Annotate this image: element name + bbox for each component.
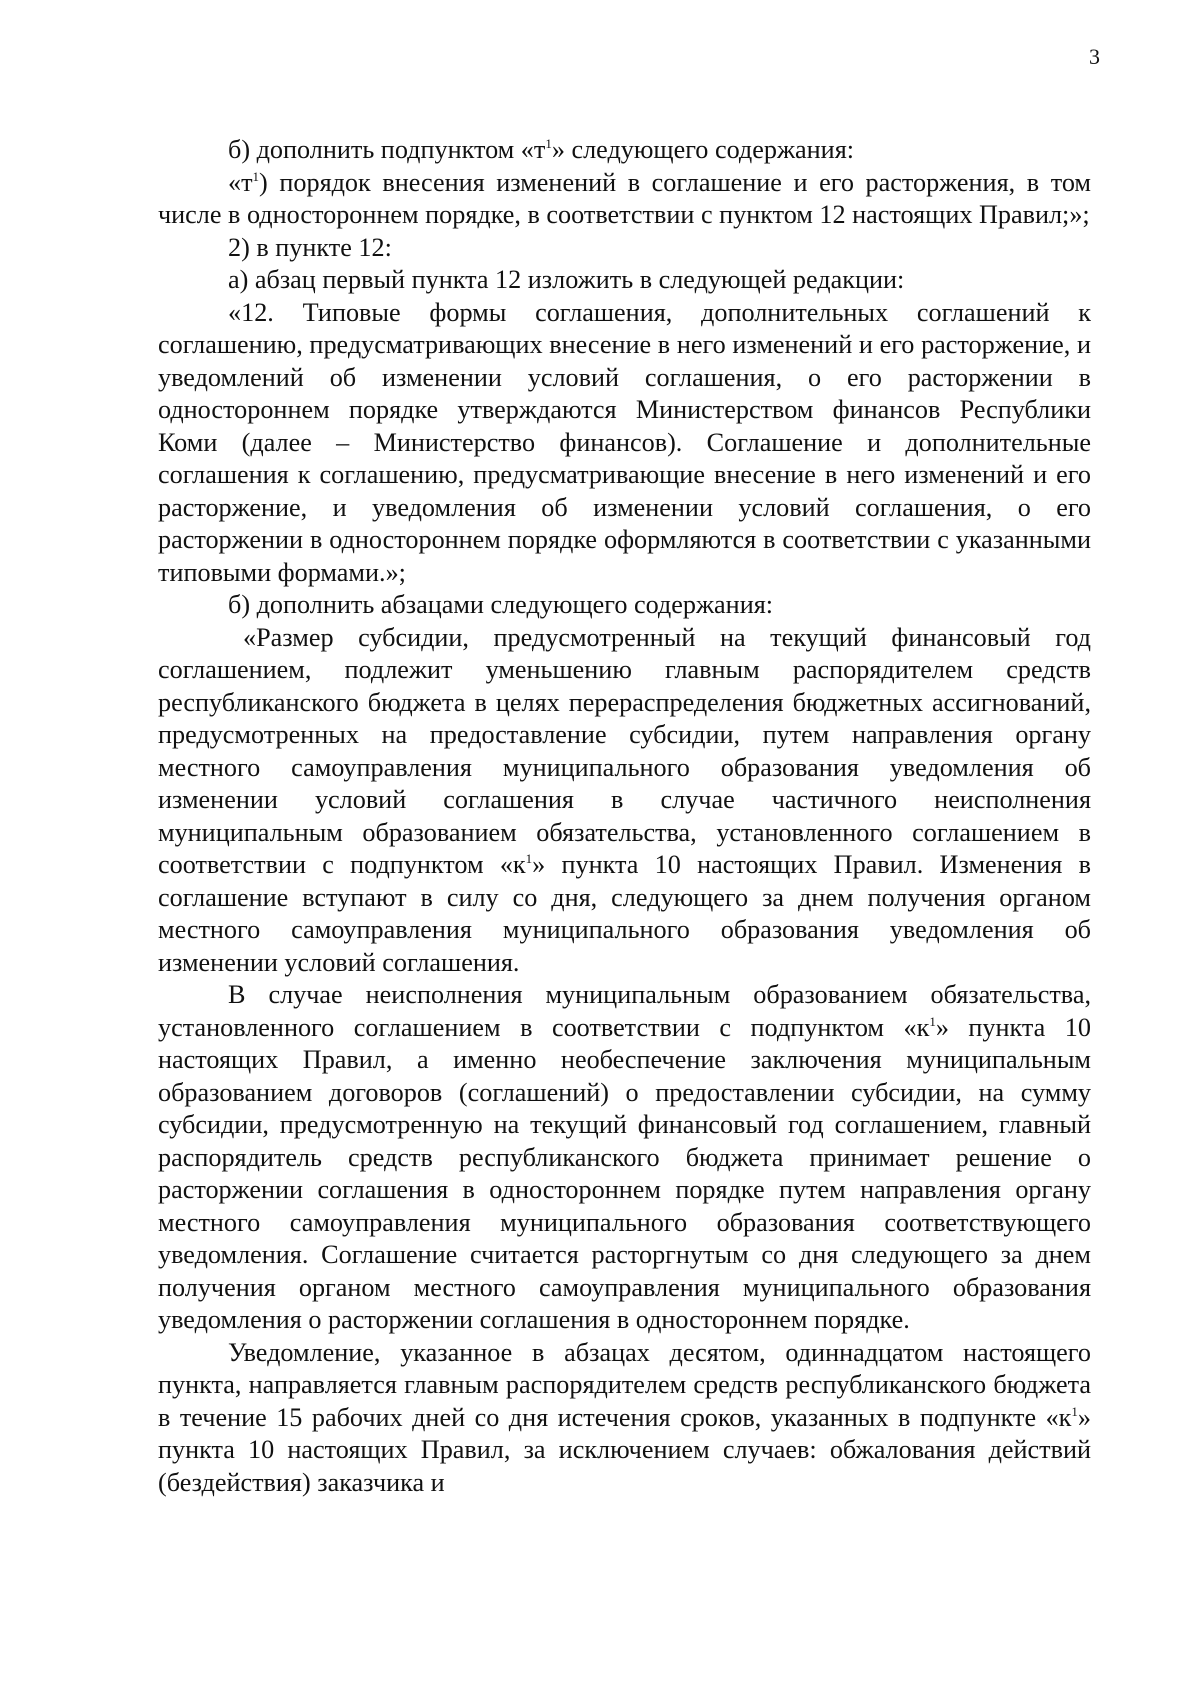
paragraph-subsidy-size: «Размер субсидии, предусмотренный на текущий финансовый год соглашением, подлежит уменьшению главным распорядителем средств республиканского бюджета в целях перераспределения бюджетных ассигнований, предусмотренных на предоставление субсидии, путем направления органу местного самоуправления муниципального образования уведомления об изменении условий соглашения в случае частичного неисполнения муниципальным образованием обязательства, установленного соглашением в соответствии с подпунктом «$к^1$» пункта 10 настоящих Правил. Изменения в соглашение вступают в силу со дня, следующего за днем получения органом местного самоуправления муниципального образования уведомления об изменении условий соглашения.: [158, 622, 1091, 977]
paragraph-subpoint-t1-text: «$т^1$) порядок внесения изменений в соглашение и его расторжения, в том числе в одностороннем порядке, в соответствии с пунктом 12 настоящих Правил;»;: [158, 167, 1091, 229]
paragraph-typical-forms: «12. Типовые формы соглашения, дополнительных соглашений к соглашению, предусматривающих внесение в него изменений и его расторжение, и уведомлений об изменении условий соглашения, о его расторжении в одностороннем порядке утверждаются Министерством финансов Республики Коми (далее – Министерство финансов). Соглашение и дополнительные соглашения к соглашению, предусматривающие внесение в него изменений и его расторжение, и уведомления об изменении условий соглашения, о его расторжении в одностороннем порядке оформляются в соответствии с указанными типовыми формами.»;: [158, 297, 1091, 587]
paragraph-add-subpoint-t1: б) дополнить подпунктом «$т^1$» следующего содержания:: [228, 135, 855, 164]
paragraph-point-12: 2) в пункте 12:: [228, 232, 392, 262]
paragraph-notification: Уведомление, указанное в абзацах десятом, одиннадцатом настоящего пункта, направляется главным распорядителем средств республиканского бюджета в течение 15 рабочих дней со дня истечения сроков, указанных в подпункте «$к^1$» пункта 10 настоящих Правил, за исключением случаев: обжалования действий (бездействия) заказчика и: [158, 1337, 1091, 1497]
document-body: [158, 134, 1091, 1499]
paragraph-add-abzacs: б) дополнить абзацами следующего содержания:: [228, 590, 774, 619]
page-number: 3: [1089, 44, 1100, 69]
paragraph-non-fulfillment: В случае неисполнения муниципальным образованием обязательства, установленного соглашением в соответствии с подпунктом «$к^1$» пункта 10 настоящих Правил, а именно необеспечение заключения муниципальным образованием договоров (соглашений) о предоставлении субсидии, на сумму субсидии, предусмотренную на текущий финансовый год соглашением, главный распорядитель средств республиканского бюджета принимает решение о расторжении соглашения в одностороннем порядке путем направления органу местного самоуправления муниципального образования соответствующего уведомления. Соглашение считается расторгнутым со дня следующего за днем получения органом местного самоуправления муниципального образования уведомления о расторжении соглашения в одностороннем порядке.: [158, 980, 1091, 1334]
paragraph-first-abzac: а) абзац первый пункта 12 изложить в следующей редакции:: [228, 265, 905, 294]
